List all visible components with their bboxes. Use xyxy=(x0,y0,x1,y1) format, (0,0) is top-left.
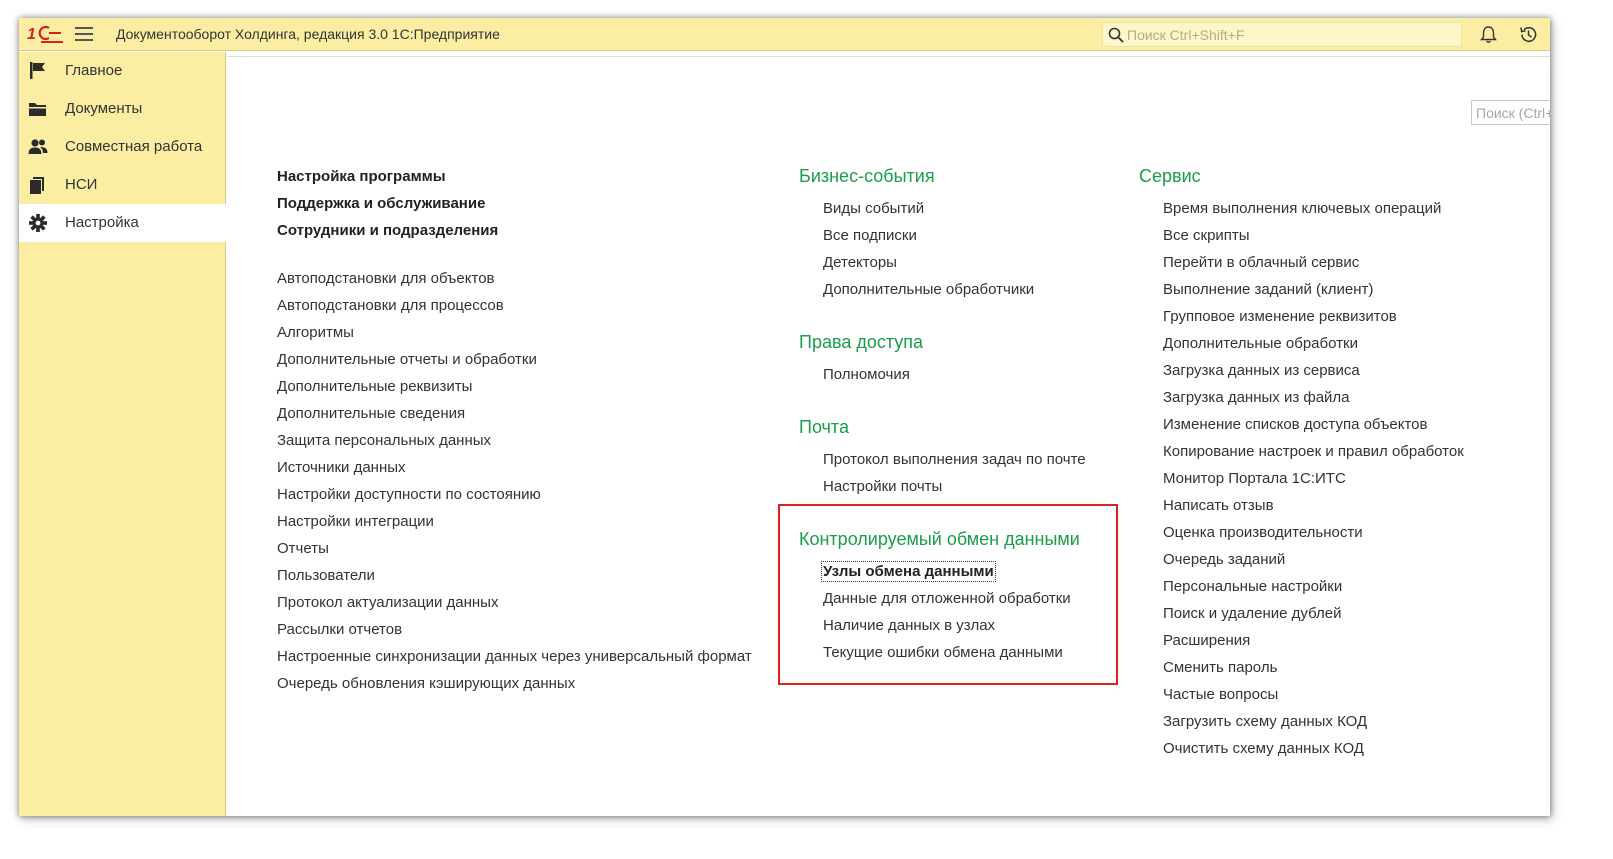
settings-link[interactable]: Дополнительные сведения xyxy=(277,405,466,422)
sidebar-item-settings[interactable] xyxy=(19,204,226,242)
settings-link[interactable]: Копирование настроек и правил обработок xyxy=(1163,443,1464,460)
settings-link[interactable]: Настройки интеграции xyxy=(277,513,434,530)
history-icon[interactable] xyxy=(1518,24,1539,45)
sidebar-item-label: Документы xyxy=(65,100,143,117)
settings-link[interactable]: Алгоритмы xyxy=(277,324,354,341)
settings-link[interactable]: Выполнение заданий (клиент) xyxy=(1163,281,1374,298)
group-title-mail: Почта xyxy=(799,417,849,437)
settings-link[interactable]: Написать отзыв xyxy=(1163,497,1274,514)
app-window xyxy=(19,18,1550,816)
settings-link[interactable]: Протокол выполнения задач по почте xyxy=(823,451,1086,468)
settings-link[interactable]: Групповое изменение реквизитов xyxy=(1163,308,1397,325)
sidebar-item-label: Совместная работа xyxy=(65,138,203,155)
group-title-access-rights: Права доступа xyxy=(799,332,924,352)
sidebar-item-main[interactable] xyxy=(19,52,226,90)
sidebar-item-documents[interactable] xyxy=(19,90,226,128)
settings-link[interactable]: Поиск и удаление дублей xyxy=(1163,605,1342,622)
gear-icon xyxy=(27,213,49,233)
title-bar xyxy=(19,18,1550,51)
settings-link[interactable]: Текущие ошибки обмена данными xyxy=(823,644,1063,661)
settings-link[interactable]: Оценка производительности xyxy=(1163,524,1363,541)
search-icon xyxy=(1108,27,1124,43)
link-program-settings[interactable]: Настройка программы xyxy=(277,168,446,185)
content-divider xyxy=(227,56,1550,57)
settings-link[interactable]: Пользователи xyxy=(277,567,375,584)
group-title-service: Сервис xyxy=(1139,166,1201,186)
form-search-input[interactable] xyxy=(1471,100,1550,125)
settings-link[interactable]: Источники данных xyxy=(277,459,406,476)
settings-link[interactable]: Рассылки отчетов xyxy=(277,621,403,638)
sidebar-item-label: Главное xyxy=(65,62,123,79)
1c-logo[interactable] xyxy=(27,24,67,44)
sidebar xyxy=(19,52,226,816)
app-title: Документооборот Холдинга, редакция 3.0 1С:Предприятие xyxy=(116,26,500,42)
settings-link[interactable]: Настроенные синхронизации данных через универсальный формат xyxy=(277,648,752,665)
settings-link[interactable]: Расширения xyxy=(1163,632,1251,649)
settings-link[interactable]: Перейти в облачный сервис xyxy=(1163,254,1360,271)
settings-link[interactable]: Защита персональных данных xyxy=(277,432,492,449)
settings-link[interactable]: Время выполнения ключевых операций xyxy=(1163,200,1442,217)
link-exchange-nodes[interactable]: Узлы обмена данными xyxy=(823,563,994,580)
settings-link[interactable]: Дополнительные отчеты и обработки xyxy=(277,351,537,368)
settings-link[interactable]: Дополнительные реквизиты xyxy=(277,378,473,395)
global-search-input[interactable] xyxy=(1127,25,1447,44)
settings-link[interactable]: Очередь обновления кэширующих данных xyxy=(277,675,576,692)
book-icon xyxy=(27,175,49,195)
settings-link[interactable]: Полномочия xyxy=(823,366,910,383)
folder-icon xyxy=(27,99,49,119)
settings-link[interactable]: Детекторы xyxy=(823,254,897,271)
settings-link[interactable]: Загрузить схему данных КОД xyxy=(1163,713,1368,730)
sidebar-item-label: НСИ xyxy=(65,176,98,193)
sidebar-item-nsi[interactable] xyxy=(19,166,226,204)
settings-panel xyxy=(227,52,1550,816)
settings-link[interactable]: Отчеты xyxy=(277,540,329,557)
settings-link[interactable]: Очистить схему данных КОД xyxy=(1163,740,1364,757)
settings-link[interactable]: Изменение списков доступа объектов xyxy=(1163,416,1428,433)
users-icon xyxy=(27,137,49,157)
settings-link[interactable]: Все скрипты xyxy=(1163,227,1250,244)
settings-link[interactable]: Настройки доступности по состоянию xyxy=(277,486,541,503)
svg-text:1: 1 xyxy=(27,26,36,43)
settings-link[interactable]: Автоподстановки для объектов xyxy=(277,270,495,287)
settings-link[interactable]: Загрузка данных из файла xyxy=(1163,389,1350,406)
settings-link[interactable]: Сменить пароль xyxy=(1163,659,1278,676)
link-employees[interactable]: Сотрудники и подразделения xyxy=(277,222,499,239)
settings-link[interactable]: Очередь заданий xyxy=(1163,551,1286,568)
settings-link[interactable]: Протокол актуализации данных xyxy=(277,594,499,611)
settings-link[interactable]: Дополнительные обработки xyxy=(1163,335,1358,352)
settings-link[interactable]: Данные для отложенной обработки xyxy=(823,590,1071,607)
sidebar-item-collaboration[interactable] xyxy=(19,128,226,166)
settings-link[interactable]: Все подписки xyxy=(823,227,917,244)
settings-link[interactable]: Виды событий xyxy=(823,200,925,217)
bell-icon[interactable] xyxy=(1478,24,1499,45)
group-title-business-events: Бизнес-события xyxy=(799,166,935,186)
menu-icon[interactable] xyxy=(75,27,93,41)
settings-link[interactable]: Загрузка данных из сервиса xyxy=(1163,362,1360,379)
settings-link[interactable]: Монитор Портала 1С:ИТС xyxy=(1163,470,1346,487)
settings-link[interactable]: Дополнительные обработчики xyxy=(823,281,1035,298)
sidebar-item-label: Настройка xyxy=(65,214,139,231)
settings-link[interactable]: Частые вопросы xyxy=(1163,686,1279,703)
link-support[interactable]: Поддержка и обслуживание xyxy=(277,195,486,212)
global-search[interactable] xyxy=(1102,22,1462,47)
settings-link[interactable]: Наличие данных в узлах xyxy=(823,617,996,634)
settings-link[interactable]: Персональные настройки xyxy=(1163,578,1343,595)
settings-link[interactable]: Автоподстановки для процессов xyxy=(277,297,504,314)
group-title-data-exchange: Контролируемый обмен данными xyxy=(799,529,1080,549)
settings-link[interactable]: Настройки почты xyxy=(823,478,943,495)
flag-icon xyxy=(27,61,49,81)
